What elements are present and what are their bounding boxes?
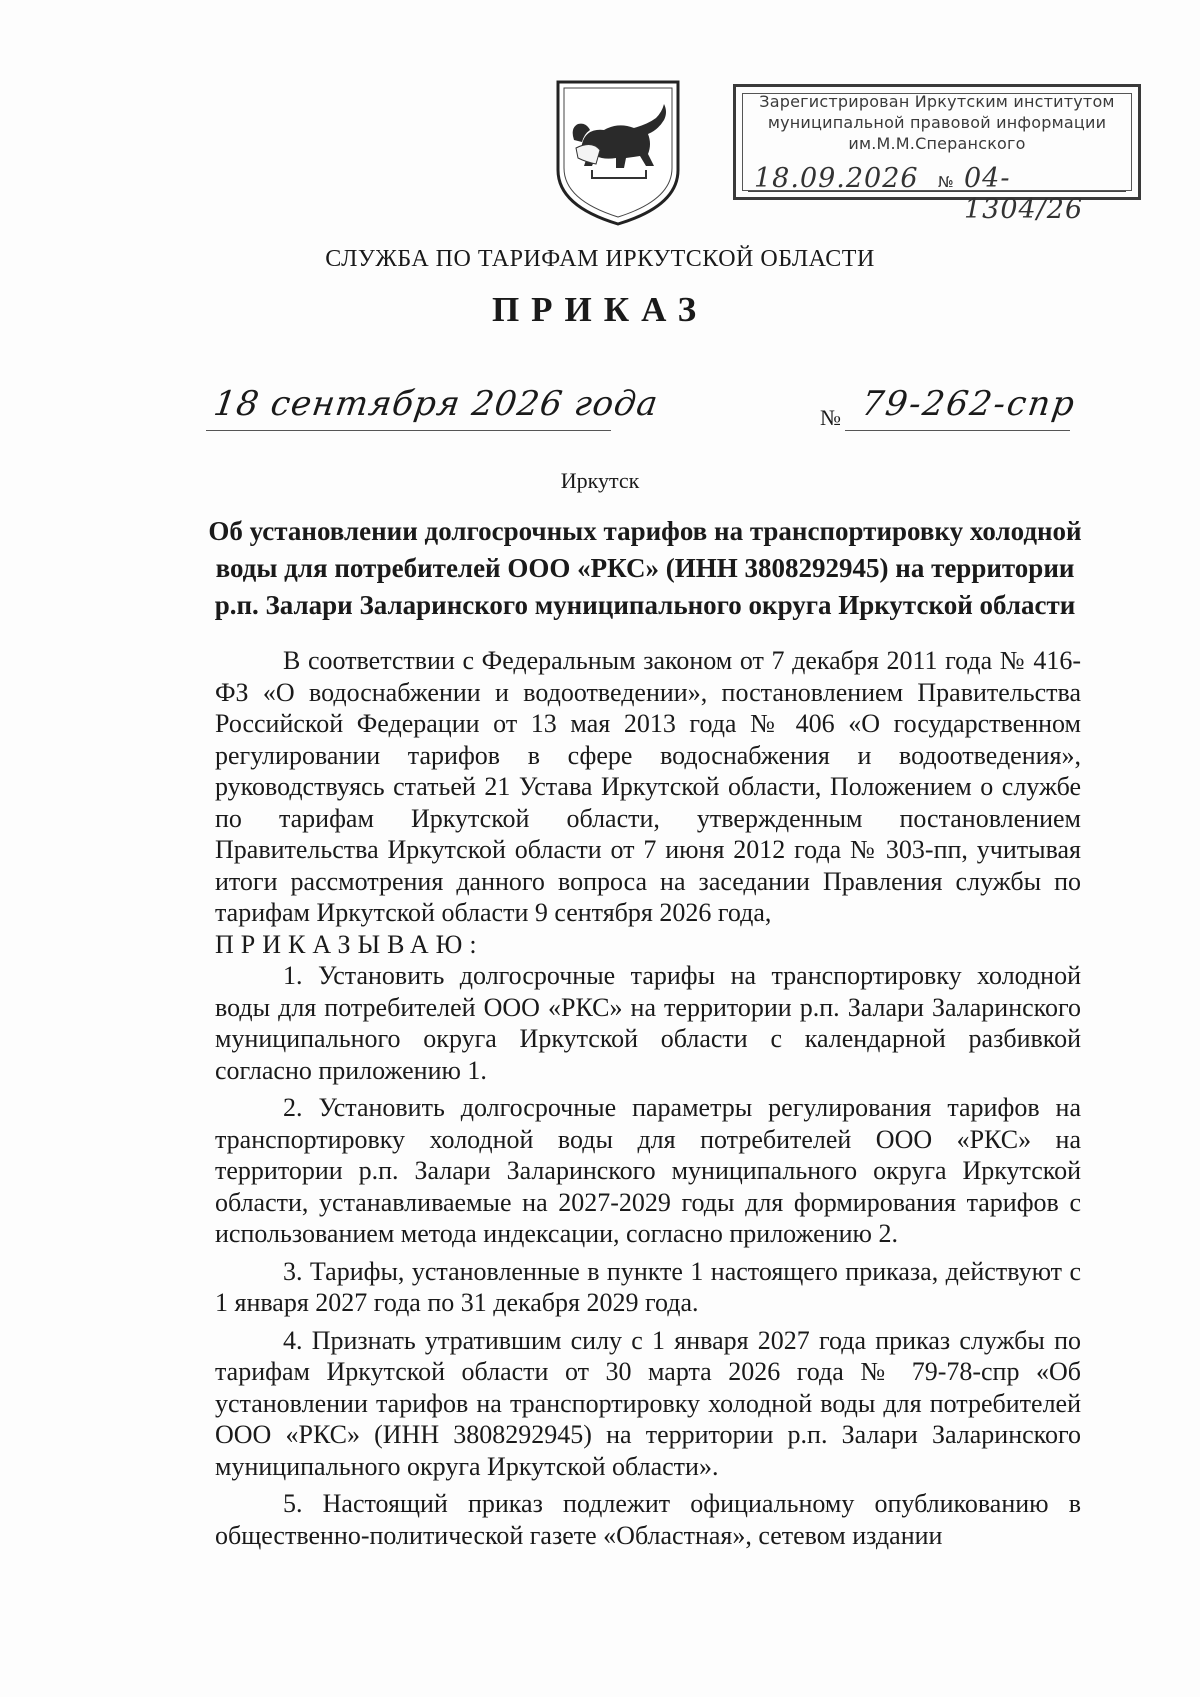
number-label: № xyxy=(820,405,841,430)
document-title: ПРИКАЗ xyxy=(491,290,709,329)
subject-line-2: воды для потребителей ООО «РКС» (ИНН 3808292945) на территории xyxy=(215,553,1075,583)
stamp-line-3: им.М.М.Сперанского xyxy=(848,134,1026,153)
stamp-line-2: муниципальной правовой информации xyxy=(767,113,1107,132)
stamp-no-label: № xyxy=(938,173,954,191)
irkutsk-coat-of-arms-icon xyxy=(552,78,684,228)
stamp-underline xyxy=(748,191,1126,192)
agency-name: СЛУЖБА ПО ТАРИФАМ ИРКУТСКОЙ ОБЛАСТИ xyxy=(325,246,875,272)
order-item-3: 3. Тарифы, установленные в пункте 1 настоящего приказа, действуют с 1 января 2027 года по 31 декабря 2029 года. xyxy=(215,1256,1081,1317)
registration-stamp xyxy=(733,84,1141,225)
handwritten-order-number: 79-262-спр xyxy=(859,384,1079,424)
order-word: ПРИКАЗЫВАЮ: xyxy=(215,929,484,959)
date-underline xyxy=(206,430,611,431)
order-item-2: 2. Установить долгосрочные параметры регулирования тарифов на транспортировку холодной воды для потребителей ООО «РКС» на территории р.п. Залари Заларинского муниципального округа Иркутской области, устанавливаемые на 2027-2029 годы для формирования тарифов с использованием метода индексации, согласно приложению 2. xyxy=(215,1093,1081,1248)
order-item-5: 5. Настоящий приказ подлежит официальному опубликованию в общественно-политической газете «Областная», сетевом издании xyxy=(215,1489,1081,1550)
order-body xyxy=(215,645,1081,1551)
city: Иркутск xyxy=(560,468,640,493)
stamp-reg-date: 18.09.2026 xyxy=(754,163,919,194)
order-item-1: 1. Установить долгосрочные тарифы на транспортировку холодной воды для потребителей ООО «РКС» на территории р.п. Залари Заларинского муниципального округа Иркутской области с календарной разбивкой согласно приложению 1. xyxy=(215,961,1081,1085)
number-underline xyxy=(845,430,1070,431)
order-subject xyxy=(205,513,1085,624)
subject-line-1: Об установлении долгосрочных тарифов на транспортировку холодной xyxy=(208,516,1082,546)
subject-line-3: р.п. Залари Заларинского муниципального округа Иркутской области xyxy=(214,590,1076,620)
preamble-paragraph: В соответствии с Федеральным законом от 7 декабря 2011 года № 416-ФЗ «О водоснабжении и водоотведении», постановлением Правительства Российской Федерации от 13 мая 2013 года № 406 «О государственном регулировании тарифов в сфере водоснабжения и водоотведения», руководствуясь статьей 21 Устава Иркутской области, Положением о службе по тарифам Иркутской области, утвержденным постановлением Правительства Иркутской области от 7 июня 2012 года № 303-пп, учитывая итоги рассмотрения данного вопроса на заседании Правления службы по тарифам Иркутской области 9 сентября 2026 года, xyxy=(215,646,1081,927)
stamp-registration-row xyxy=(748,163,1126,225)
stamp-reg-number: 04-1304/26 xyxy=(964,163,1084,225)
order-item-4: 4. Признать утратившим силу с 1 января 2027 года приказ службы по тарифам Иркутской области от 30 марта 2026 года № 79-78-спр «Об установлении тарифов на транспортировку холодной воды для потребителей ООО «РКС» (ИНН 3808292945) на территории р.п. Залари Заларинского муниципального округа Иркутской области». xyxy=(215,1325,1081,1481)
stamp-line-1: Зарегистрирован Иркутским институтом xyxy=(759,92,1115,111)
handwritten-date: 18 сентября 2026 года xyxy=(211,384,661,424)
